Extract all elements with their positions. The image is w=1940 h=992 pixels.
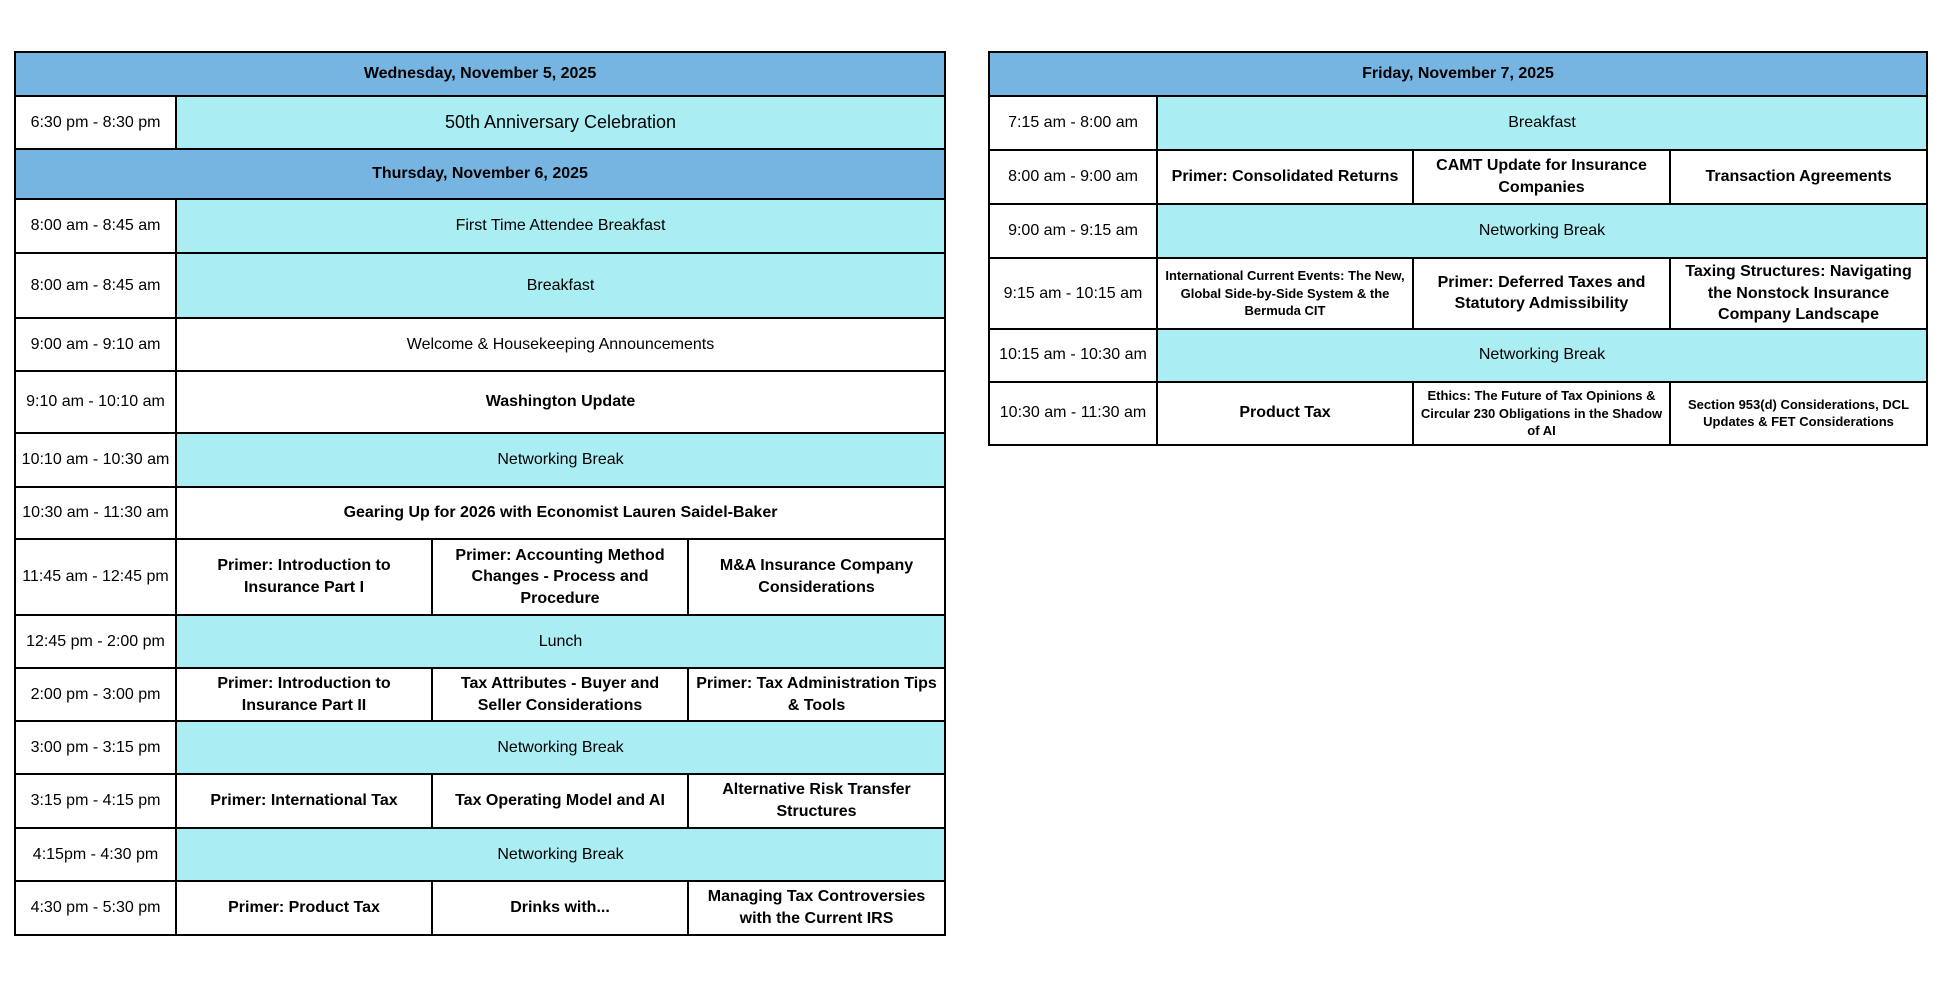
track-cell: Primer: Accounting Method Changes - Process and Procedure [432, 539, 688, 615]
session-cell: Gearing Up for 2026 with Economist Lauren Saidel-Baker [176, 487, 945, 539]
time-slot: 8:00 am - 8:45 am [15, 253, 176, 318]
schedule-row [989, 96, 1927, 150]
session-cell: Breakfast [176, 253, 945, 318]
track-cell: Primer: Tax Administration Tips & Tools [688, 668, 945, 721]
time-slot: 9:00 am - 9:15 am [989, 204, 1157, 258]
track-cell: Ethics: The Future of Tax Opinions & Circular 230 Obligations in the Shadow of AI [1413, 382, 1670, 445]
time-slot: 7:15 am - 8:00 am [989, 96, 1157, 150]
schedule-row [15, 668, 945, 721]
schedule-row [15, 199, 945, 253]
session-cell: Networking Break [176, 721, 945, 774]
day-header-row [989, 52, 1927, 96]
session-cell: Networking Break [176, 828, 945, 881]
session-cell: Networking Break [1157, 204, 1927, 258]
track-cell: Transaction Agreements [1670, 150, 1927, 204]
time-slot: 10:30 am - 11:30 am [15, 487, 176, 539]
time-slot: 9:15 am - 10:15 am [989, 258, 1157, 329]
schedule-row [989, 204, 1927, 258]
time-slot: 10:15 am - 10:30 am [989, 329, 1157, 382]
schedule-row [15, 774, 945, 828]
schedule-row [989, 258, 1927, 329]
schedule-row [989, 150, 1927, 204]
time-slot: 8:00 am - 9:00 am [989, 150, 1157, 204]
schedule-row [15, 828, 945, 881]
time-slot: 12:45 pm - 2:00 pm [15, 615, 176, 668]
time-slot: 3:15 pm - 4:15 pm [15, 774, 176, 828]
schedule-table-wed-thu [14, 51, 946, 936]
track-cell: CAMT Update for Insurance Companies [1413, 150, 1670, 204]
schedule-row [15, 318, 945, 371]
time-slot: 8:00 am - 8:45 am [15, 199, 176, 253]
track-cell: Taxing Structures: Navigating the Nonstock Insurance Company Landscape [1670, 258, 1927, 329]
schedule-row [15, 96, 945, 149]
session-cell: Networking Break [176, 433, 945, 487]
track-cell: Tax Attributes - Buyer and Seller Considerations [432, 668, 688, 721]
day-header-friday: Friday, November 7, 2025 [989, 52, 1927, 96]
time-slot: 9:00 am - 9:10 am [15, 318, 176, 371]
session-cell: Lunch [176, 615, 945, 668]
track-cell: Managing Tax Controversies with the Current IRS [688, 881, 945, 935]
time-slot: 10:30 am - 11:30 am [989, 382, 1157, 445]
schedule-row [989, 382, 1927, 445]
track-cell: Product Tax [1157, 382, 1413, 445]
schedule-row [15, 721, 945, 774]
time-slot: 6:30 pm - 8:30 pm [15, 96, 176, 149]
track-cell: Section 953(d) Considerations, DCL Updates & FET Considerations [1670, 382, 1927, 445]
day-header-thursday: Thursday, November 6, 2025 [15, 149, 945, 199]
schedule-row [15, 881, 945, 935]
session-cell: Breakfast [1157, 96, 1927, 150]
time-slot: 4:15pm - 4:30 pm [15, 828, 176, 881]
time-slot: 11:45 am - 12:45 pm [15, 539, 176, 615]
schedule-row [15, 539, 945, 615]
track-cell: Primer: Product Tax [176, 881, 432, 935]
session-cell: Washington Update [176, 371, 945, 433]
track-cell: International Current Events: The New, Global Side-by-Side System & the Bermuda CIT [1157, 258, 1413, 329]
session-cell: Networking Break [1157, 329, 1927, 382]
schedule-table-fri [988, 51, 1928, 446]
schedule-row [15, 487, 945, 539]
schedule-row [15, 371, 945, 433]
track-cell: Primer: Consolidated Returns [1157, 150, 1413, 204]
time-slot: 2:00 pm - 3:00 pm [15, 668, 176, 721]
schedule-row [989, 329, 1927, 382]
session-cell: First Time Attendee Breakfast [176, 199, 945, 253]
track-cell: Primer: Introduction to Insurance Part II [176, 668, 432, 721]
session-cell: Welcome & Housekeeping Announcements [176, 318, 945, 371]
time-slot: 10:10 am - 10:30 am [15, 433, 176, 487]
session-cell: 50th Anniversary Celebration [176, 96, 945, 149]
day-header-wednesday: Wednesday, November 5, 2025 [15, 52, 945, 96]
schedule-row [15, 615, 945, 668]
time-slot: 3:00 pm - 3:15 pm [15, 721, 176, 774]
schedule-row [15, 253, 945, 318]
track-cell: Primer: International Tax [176, 774, 432, 828]
track-cell: Primer: Deferred Taxes and Statutory Admissibility [1413, 258, 1670, 329]
schedule-row [15, 433, 945, 487]
track-cell: Tax Operating Model and AI [432, 774, 688, 828]
track-cell: Alternative Risk Transfer Structures [688, 774, 945, 828]
day-header-row [15, 52, 945, 96]
time-slot: 4:30 pm - 5:30 pm [15, 881, 176, 935]
track-cell: Drinks with... [432, 881, 688, 935]
track-cell: Primer: Introduction to Insurance Part I [176, 539, 432, 615]
time-slot: 9:10 am - 10:10 am [15, 371, 176, 433]
track-cell: M&A Insurance Company Considerations [688, 539, 945, 615]
day-header-row [15, 149, 945, 199]
